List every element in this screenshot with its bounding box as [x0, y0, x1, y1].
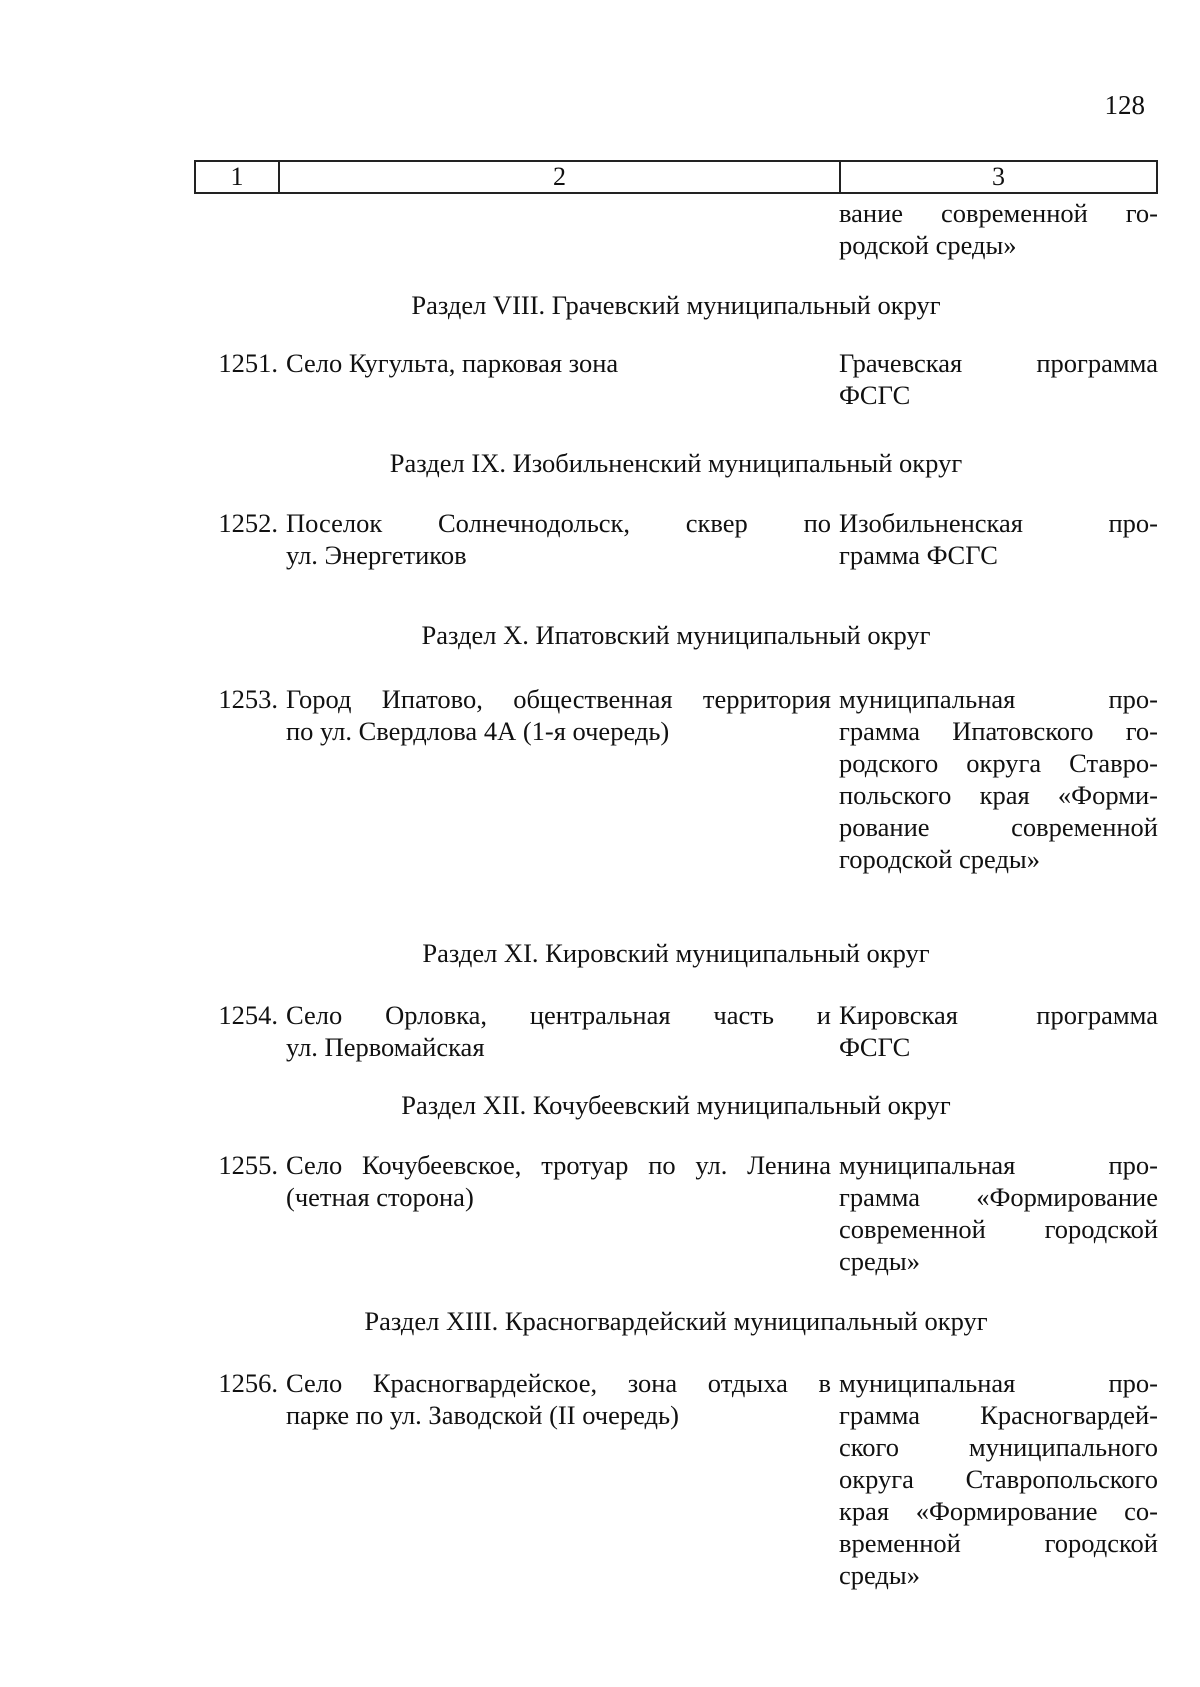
- column-header-3: 3: [992, 162, 1005, 191]
- text-line: Поселок Солнечнодольск, сквер по: [286, 508, 831, 538]
- entry-number: 1254.: [218, 1000, 278, 1030]
- document-body: [194, 197, 1158, 1591]
- table-row: [194, 999, 1158, 1063]
- table-row: [194, 1149, 1158, 1277]
- entry-number: 1252.: [218, 508, 278, 538]
- text-line: Город Ипатово, общественная территория: [286, 684, 831, 714]
- section: [194, 447, 1158, 571]
- section-title: Раздел X. Ипатовский муниципальный округ: [421, 620, 931, 650]
- text-line: среды»: [839, 1560, 920, 1590]
- section: [194, 1305, 1158, 1591]
- entry-number: 1255.: [218, 1150, 278, 1180]
- section-title: Раздел VIII. Грачевский муниципальный округ: [411, 290, 941, 320]
- text-line: грамма Красногвардей-: [839, 1400, 1158, 1430]
- text-line: Село Орловка, центральная часть и: [286, 1000, 831, 1030]
- section-title: Раздел IX. Изобильненский муниципальный округ: [389, 448, 963, 478]
- text-line: вание современной го-: [839, 198, 1158, 228]
- section-title: Раздел XI. Кировский муниципальный округ: [422, 938, 930, 968]
- page-number: 128: [1104, 90, 1145, 120]
- text-line: грамма ФСГС: [839, 540, 998, 570]
- text-line: парке по ул. Заводской (II очередь): [286, 1400, 679, 1430]
- entry-number: 1251.: [218, 348, 278, 378]
- section-title: Раздел XII. Кочубеевский муниципальный округ: [401, 1090, 951, 1120]
- sections-container: [194, 289, 1158, 1591]
- text-line: по ул. Свердлова 4А (1-я очередь): [286, 716, 670, 746]
- text-line: временной городской: [839, 1528, 1158, 1558]
- text-line: ул. Первомайская: [286, 1032, 485, 1062]
- table-row: [194, 1367, 1158, 1591]
- text-line: ул. Энергетиков: [286, 540, 467, 570]
- entry-program: [839, 507, 1158, 571]
- section: [194, 619, 1158, 875]
- column-header-1: 1: [196, 162, 280, 192]
- entry-name: [286, 999, 839, 1063]
- text-line: среды»: [839, 1246, 920, 1276]
- text-line: округа Ставропольского: [839, 1464, 1158, 1494]
- section: [194, 937, 1158, 1063]
- table-header: [194, 160, 1158, 194]
- entry-program: [839, 1367, 1158, 1591]
- continuation-row: [194, 197, 1158, 261]
- text-line: польского края «Форми-: [839, 780, 1158, 810]
- text-line: грамма Ипатовского го-: [839, 716, 1158, 746]
- text-line: Село Красногвардейское, зона отдыха в: [286, 1368, 831, 1398]
- text-line: ФСГС: [839, 1032, 911, 1062]
- section: [194, 1089, 1158, 1277]
- text-line: современной городской: [839, 1214, 1158, 1244]
- entry-name: [286, 683, 839, 875]
- text-line: (четная сторона): [286, 1182, 474, 1212]
- table-row: [194, 507, 1158, 571]
- text-line: Село Кугульта, парковая зона: [286, 348, 619, 378]
- entry-name: [286, 1367, 839, 1591]
- text-line: края «Формирование со-: [839, 1496, 1158, 1526]
- entry-program: [839, 999, 1158, 1063]
- text-line: Изобильненская про-: [839, 508, 1158, 538]
- section-title: Раздел XIII. Красногвардейский муниципальный округ: [364, 1306, 988, 1336]
- text-line: рование современной: [839, 812, 1158, 842]
- column-header-2: 2: [280, 162, 841, 192]
- entry-program: [839, 683, 1158, 875]
- section: [194, 289, 1158, 411]
- text-line: Кировская программа: [839, 1000, 1158, 1030]
- text-line: муниципальная про-: [839, 1150, 1158, 1180]
- text-line: ФСГС: [839, 380, 911, 410]
- text-line: муниципальная про-: [839, 684, 1158, 714]
- entry-number: 1256.: [218, 1368, 278, 1398]
- text-line: родской среды»: [839, 230, 1017, 260]
- entry-program: [839, 347, 1158, 411]
- text-line: родского округа Ставро-: [839, 748, 1158, 778]
- text-line: городской среды»: [839, 844, 1040, 874]
- entry-name: [286, 347, 839, 411]
- text-line: грамма «Формирование: [839, 1182, 1158, 1212]
- entry-name: [286, 1149, 839, 1277]
- text-line: Грачевская программа: [839, 348, 1158, 378]
- entry-name: [286, 507, 839, 571]
- text-line: муниципальная про-: [839, 1368, 1158, 1398]
- table-row: [194, 683, 1158, 875]
- entry-number: 1253.: [218, 684, 278, 714]
- continuation-text: [839, 197, 1158, 261]
- entry-program: [839, 1149, 1158, 1277]
- text-line: Село Кочубеевское, тротуар по ул. Ленина: [286, 1150, 831, 1180]
- table-row: [194, 347, 1158, 411]
- text-line: ского муниципального: [839, 1432, 1158, 1462]
